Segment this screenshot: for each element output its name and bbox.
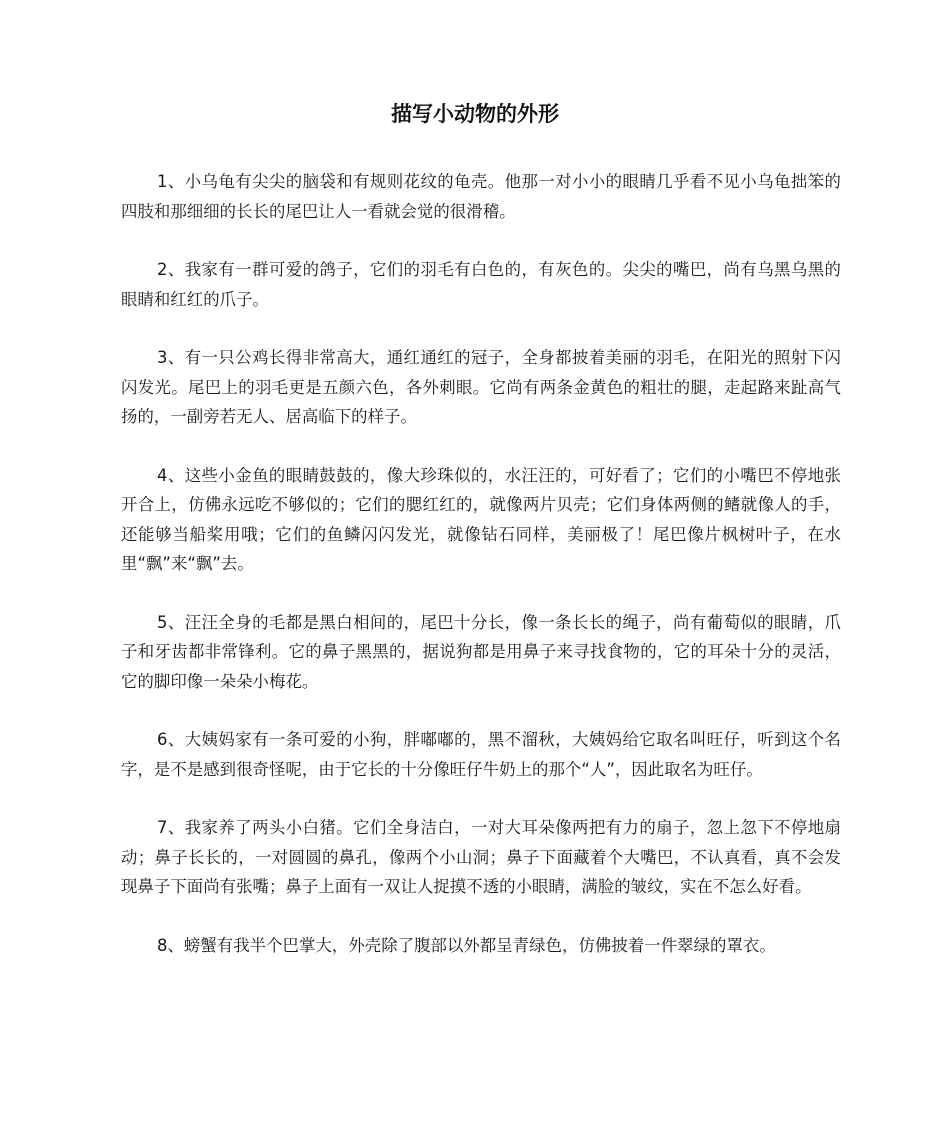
document-title: 描写小动物的外形 (391, 102, 559, 126)
paragraph-5: 5、汪汪全身的毛都是黑白相间的，尾巴十分长，像一条长长的绳子，尚有葡萄似的眼睛，爪子和牙齿都非常锋利。它的鼻子黑黑的，据说狗都是用鼻子来寻找食物的，它的耳朵十分的灵活，它的脚印像一朵朵小梅花。 (121, 612, 841, 691)
document-body (121, 167, 841, 989)
paragraph-1: 1、小乌龟有尖尖的脑袋和有规则花纹的龟壳。他那一对小小的眼睛几乎看不见小乌龟拙笨的四肢和那细细的长长的尾巴让人一看就会觉的很滑稽。 (121, 172, 841, 221)
paragraph-7: 7、我家养了两头小白猪。它们全身洁白，一对大耳朵像两把有力的扇子，忽上忽下不停地扇动；鼻子长长的，一对圆圆的鼻孔，像两个小山洞；鼻子下面藏着个大嘴巴，不认真看，真不会发现鼻子下面尚有张嘴；鼻子上面有一双让人捉摸不透的小眼睛，满脸的皱纹，实在不怎么好看。 (121, 818, 841, 896)
paragraph-8: 8、螃蟹有我半个巴掌大，外壳除了腹部以外都呈青绿色，仿佛披着一件翠绿的罩衣。 (157, 935, 776, 955)
paragraph-4: 4、这些小金鱼的眼睛鼓鼓的，像大珍珠似的，水汪汪的，可好看了；它们的小嘴巴不停地张开合上，仿佛永远吃不够似的；它们的腮红红的，就像两片贝壳；它们身体两侧的鳍就像人的手，还能够当船桨用哦；它们的鱼鳞闪闪发光，就像钻石同样，美丽极了！尾巴像片枫树叶子，在水里“飘”来“飘”去。 (121, 465, 841, 573)
paragraph-2: 2、我家有一群可爱的鸽子，它们的羽毛有白色的，有灰色的。尖尖的嘴巴，尚有乌黑乌黑的眼睛和红红的爪子。 (121, 260, 841, 309)
paragraph-3: 3、有一只公鸡长得非常高大，通红通红的冠子，全身都披着美丽的羽毛，在阳光的照射下闪闪发光。尾巴上的羽毛更是五颜六色，各外刺眼。它尚有两条金黄色的粗壮的腿，走起路来趾高气扬的，一副旁若无人、居高临下的样子。 (121, 348, 841, 426)
paragraph-6: 6、大姨妈家有一条可爱的小狗，胖嘟嘟的，黑不溜秋，大姨妈给它取名叫旺仔，听到这个名字，是不是感到很奇怪呢，由于它长的十分像旺仔牛奶上的那个“人”，因此取名为旺仔。 (121, 730, 841, 779)
